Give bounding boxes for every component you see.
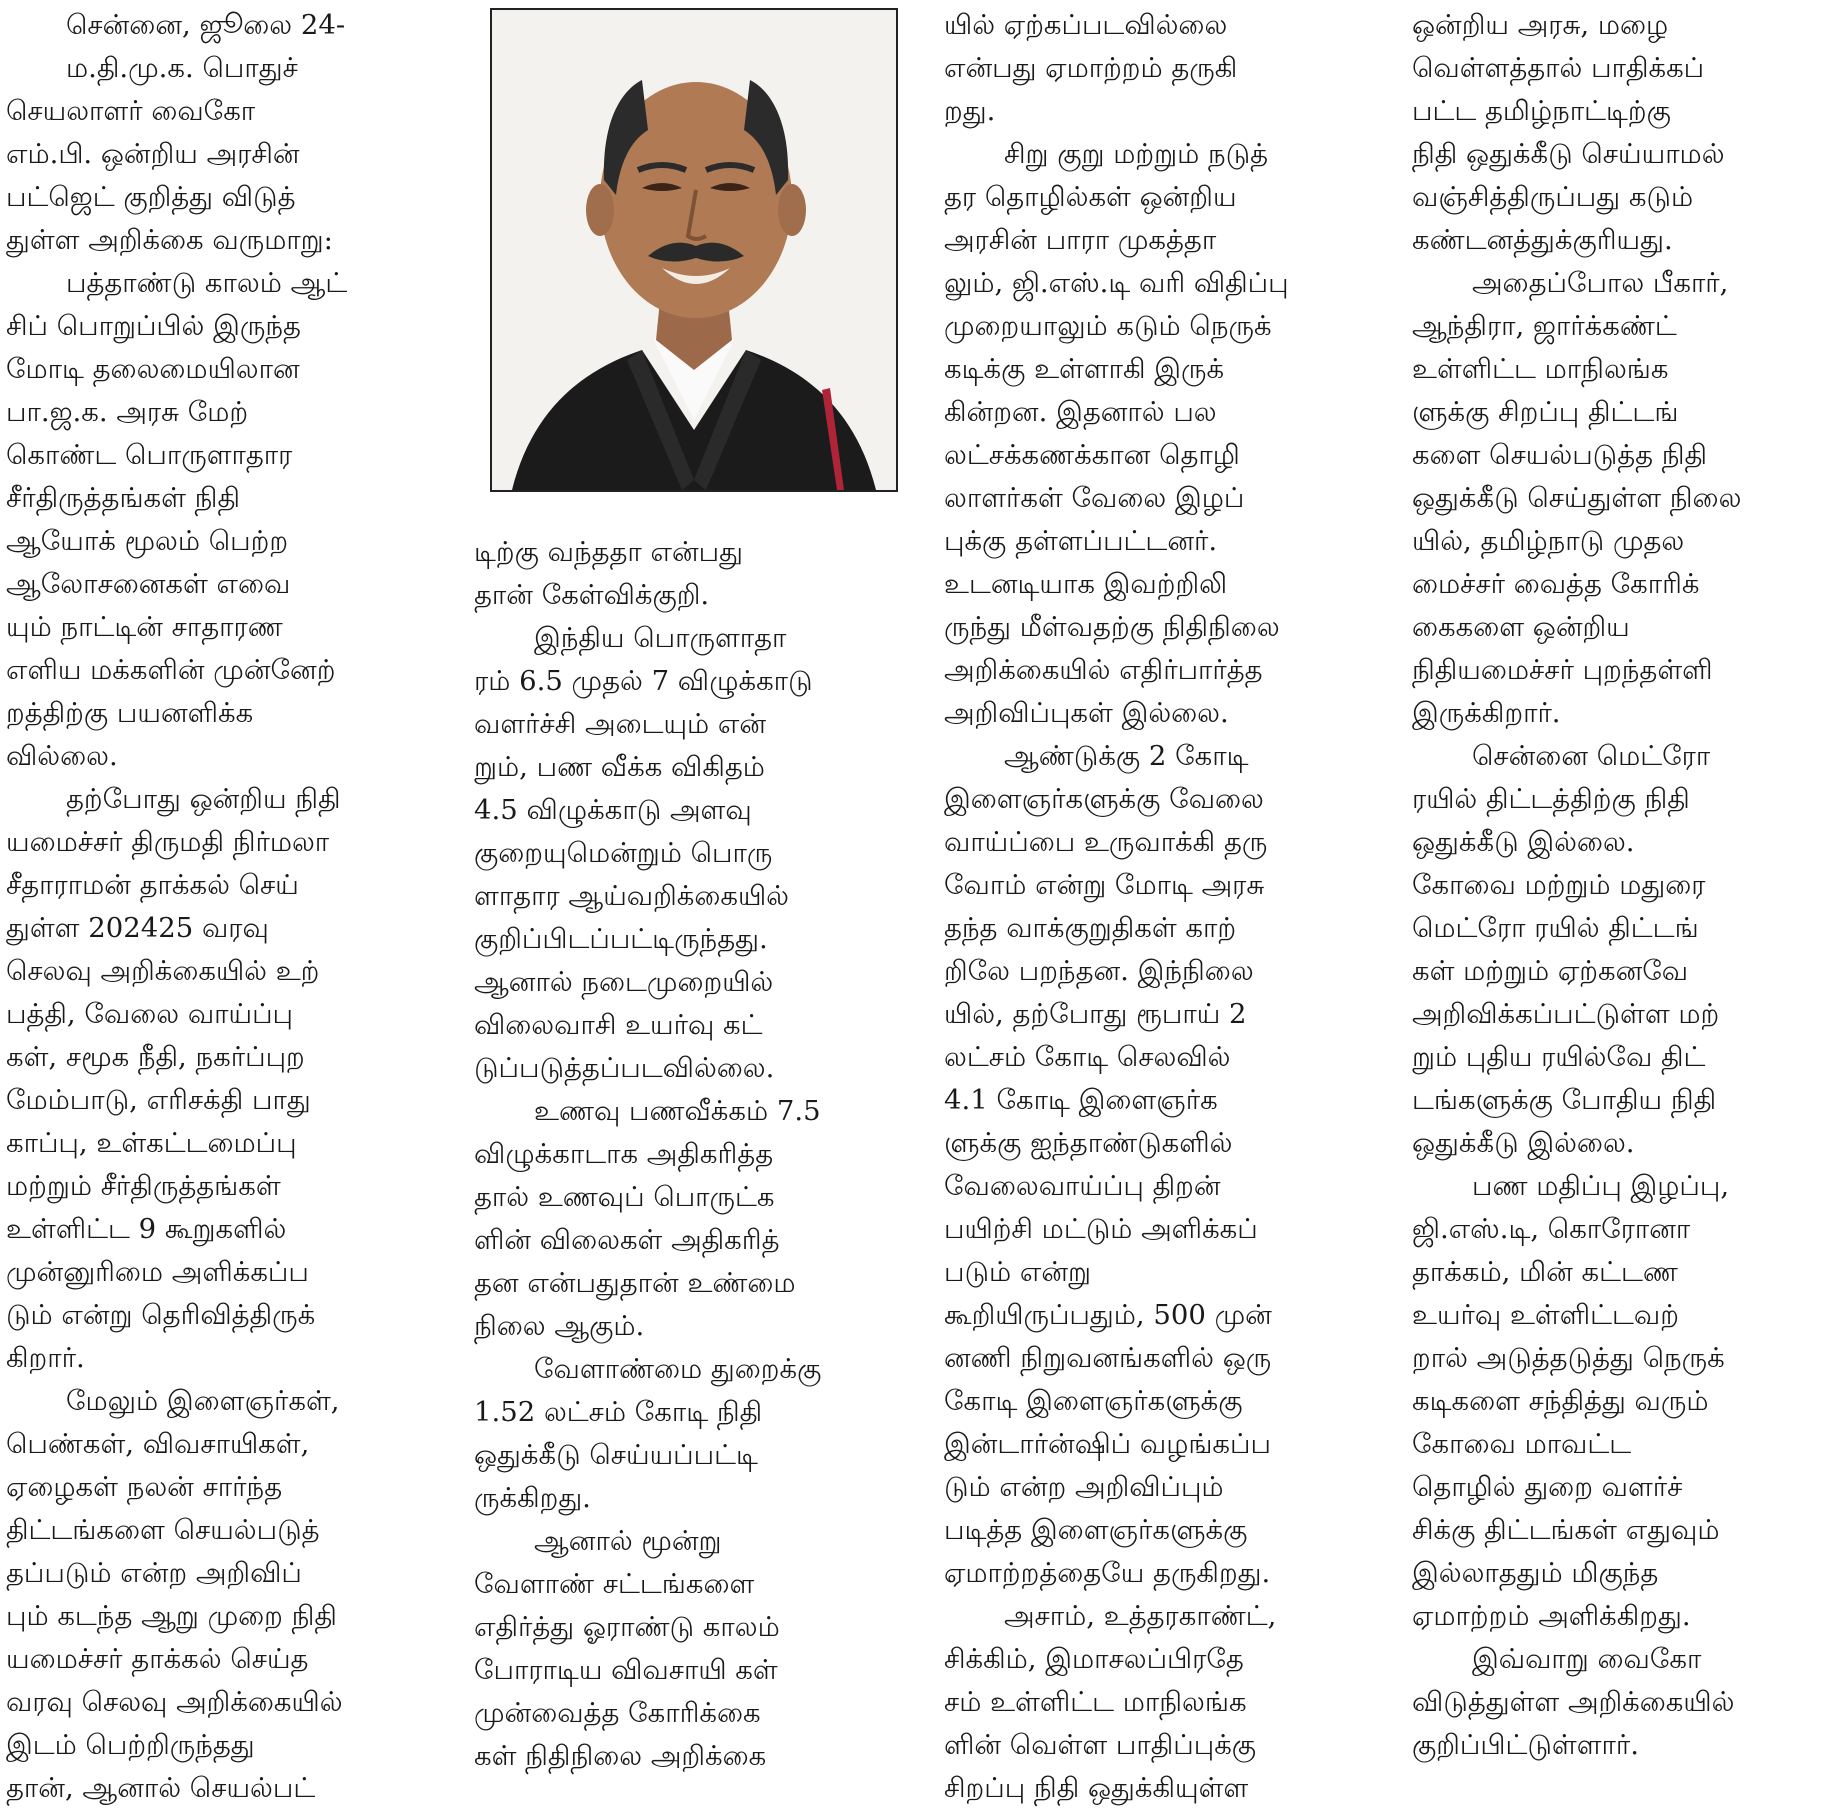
text-line: மோடி தலைமையிலான: [6, 353, 300, 385]
text-line: துள்ள அறிக்கை வருமாறு:: [6, 224, 333, 256]
text-line: ளுக்கு ஐந்தாண்டுகளில்: [944, 1127, 1233, 1159]
article-column-2: [474, 531, 898, 1778]
text-line: உணவு பணவீக்கம் 7.5: [534, 1095, 821, 1127]
text-line: யில் ஏற்கப்படவில்லை: [944, 9, 1228, 41]
text-line: யில், தமிழ்நாடு முதல: [1412, 525, 1685, 557]
text-line: அறிக்கையில் எதிர்பார்த்த: [944, 654, 1263, 686]
text-line: ஒதுக்கீடு செய்துள்ள நிலை: [1412, 482, 1742, 514]
text-line: றத்திற்கு பயனளிக்க: [6, 697, 254, 729]
text-line: லட்சம் கோடி செலவில்: [944, 1041, 1231, 1073]
person-portrait-icon: [492, 10, 896, 490]
text-line: அதைப்போல பீகார்,: [1472, 267, 1729, 299]
text-line: தொழில் துறை வளர்ச்: [1412, 1471, 1683, 1503]
text-line: யில், தற்போது ரூபாய் 2: [944, 998, 1247, 1030]
text-line: தான், ஆனால் செயல்பட்: [6, 1772, 316, 1804]
text-line: டும் என்று தெரிவித்திருக்: [6, 1299, 316, 1331]
text-line: ஆனால் மூன்று: [534, 1525, 722, 1557]
text-line: கொண்ட பொருளாதார: [6, 439, 293, 471]
text-line: இந்திய பொருளாதா: [534, 622, 787, 654]
text-line: பத்தாண்டு காலம் ஆட்: [66, 267, 348, 299]
text-line: கோடி இளைஞர்களுக்கு: [944, 1385, 1243, 1417]
text-line: சீதாராமன் தாக்கல் செய்: [6, 869, 299, 901]
text-line: வாய்ப்பை உருவாக்கி தரு: [944, 826, 1268, 858]
text-line: கடிகளை சந்தித்து வரும்: [1412, 1385, 1709, 1417]
text-line: களை செயல்படுத்த நிதி: [1412, 439, 1708, 471]
text-line: கின்றன. இதனால் பல: [944, 396, 1217, 428]
text-line: போராடிய விவசாயி கள்: [474, 1654, 778, 1686]
text-line: உயர்வு உள்ளிட்டவற்: [1412, 1299, 1679, 1331]
text-line: வேளாண் சட்டங்களை: [474, 1568, 755, 1600]
text-line: தற்போது ஒன்றிய நிதி: [66, 783, 341, 815]
text-line: இருக்கிறார்.: [1412, 697, 1561, 729]
text-line: செயலாளர் வைகோ: [6, 95, 256, 127]
text-line: மெட்ரோ ரயில் திட்டங்: [1412, 912, 1699, 944]
article-column-1: [6, 4, 426, 1810]
text-line: எதிர்த்து ஓராண்டு காலம்: [474, 1611, 780, 1643]
text-line: பெண்கள், விவசாயிகள்,: [6, 1428, 310, 1460]
text-line: தன என்பதுதான் உண்மை: [474, 1267, 796, 1299]
text-line: பயிற்சி மட்டும் அளிக்கப்: [944, 1213, 1258, 1245]
text-line: வேளாண்மை துறைக்கு: [534, 1353, 822, 1385]
text-line: உள்ளிட்ட 9 கூறுகளில்: [6, 1213, 287, 1245]
text-line: ஒதுக்கீடு இல்லை.: [1412, 826, 1635, 858]
text-line: கள், சமூக நீதி, நகர்ப்புற: [6, 1041, 305, 1073]
text-line: அசாம், உத்தரகாண்ட்,: [1004, 1600, 1277, 1632]
text-line: படித்த இளைஞர்களுக்கு: [944, 1514, 1248, 1546]
text-line: கைகளை ஒன்றிய: [1412, 611, 1630, 643]
text-line: குறிப்பிடப்பட்டிருந்தது.: [474, 923, 768, 955]
text-line: றால் அடுத்தடுத்து நெருக்: [1412, 1342, 1725, 1374]
text-line: சிப் பொறுப்பில் இருந்த: [6, 310, 301, 342]
text-line: பா.ஜ.க. அரசு மேற்: [6, 396, 249, 428]
text-line: என்பது ஏமாற்றம் தருகி: [944, 52, 1238, 84]
text-line: கோவை மாவட்ட: [1412, 1428, 1632, 1460]
text-line: சம் உள்ளிட்ட மாநிலங்க: [944, 1686, 1247, 1718]
text-line: ம.தி.மு.க. பொதுச்: [66, 52, 298, 84]
text-line: கூறியிருப்பதும், 500 முன்: [944, 1299, 1272, 1331]
text-line: பும் கடந்த ஆறு முறை நிதி: [6, 1600, 337, 1632]
text-line: ஏமாற்றத்தையே தருகிறது.: [944, 1557, 1271, 1589]
text-line: உடனடியாக இவற்றிலி: [944, 568, 1228, 600]
text-line: ஜி.எஸ்.டி, கொரோனா: [1412, 1213, 1691, 1245]
text-line: செலவு அறிக்கையில் உற்: [6, 955, 320, 987]
text-line: நிலை ஆகும்.: [474, 1310, 645, 1342]
text-line: துள்ள 202425 வரவு: [6, 912, 269, 944]
text-line: தான் கேள்விக்குறி.: [474, 579, 710, 611]
text-line: பட்ட தமிழ்நாட்டிற்கு: [1412, 95, 1671, 127]
text-line: சிக்கிம், இமாசலப்பிரதே: [944, 1643, 1244, 1675]
text-line: இவ்வாறு வைகோ: [1472, 1643, 1702, 1675]
text-line: இளைஞர்களுக்கு வேலை: [944, 783, 1264, 815]
text-line: புக்கு தள்ளப்பட்டனர்.: [944, 525, 1218, 557]
text-line: ஏழைகள் நலன் சார்ந்த: [6, 1471, 283, 1503]
text-line: ஒன்றிய அரசு, மழை: [1412, 9, 1669, 41]
text-line: கிறார்.: [6, 1342, 85, 1374]
text-line: கடிக்கு உள்ளாகி இருக்: [944, 353, 1225, 385]
text-line: அறிவிப்புகள் இல்லை.: [944, 697, 1229, 729]
text-line: சிறு குறு மற்றும் நடுத்: [1004, 138, 1269, 170]
text-line: 4.5 விழுக்காடு அளவு: [474, 794, 752, 826]
text-line: வஞ்சித்திருப்பது கடும்: [1412, 181, 1694, 213]
text-line: ளுக்கு சிறப்பு திட்டங்: [1412, 396, 1679, 428]
text-line: டங்களுக்கு போதிய நிதி: [1412, 1084, 1717, 1116]
text-line: விடுத்துள்ள அறிக்கையில்: [1412, 1686, 1735, 1718]
text-line: விலைவாசி உயர்வு கட்: [474, 1009, 763, 1041]
text-line: கள் நிதிநிலை அறிக்கை: [474, 1740, 767, 1772]
text-line: சீர்திருத்தங்கள் நிதி: [6, 482, 240, 514]
text-line: தர தொழில்கள் ஒன்றிய: [944, 181, 1237, 213]
article-column-4: [1412, 4, 1832, 1767]
text-line: தப்படும் என்ற அறிவிப்: [6, 1557, 302, 1589]
text-line: குறிப்பிட்டுள்ளார்.: [1412, 1729, 1640, 1761]
text-line: டிற்கு வந்ததா என்பது: [474, 536, 743, 568]
text-line: இல்லாததும் மிகுந்த: [1412, 1557, 1659, 1589]
text-line: திட்டங்களை செயல்படுத்: [6, 1514, 320, 1546]
text-line: ளின் விலைகள் அதிகரித்: [474, 1224, 780, 1256]
text-line: நிதி ஒதுக்கீடு செய்யாமல்: [1412, 138, 1725, 170]
text-line: தந்த வாக்குறுதிகள் காற்: [944, 912, 1237, 944]
text-line: பத்தி, வேலை வாய்ப்பு: [6, 998, 294, 1030]
text-line: எம்.பி. ஒன்றிய அரசின்: [6, 138, 300, 170]
text-line: ஒதுக்கீடு செய்யப்பட்டி: [474, 1439, 758, 1471]
text-line: சிறப்பு நிதி ஒதுக்கியுள்ள: [944, 1772, 1249, 1804]
text-line: முன்வைத்த கோரிக்கை: [474, 1697, 761, 1729]
text-line: லாளர்கள் வேலை இழப்: [944, 482, 1245, 514]
text-line: லும், ஜி.எஸ்.டி வரி விதிப்பு: [944, 267, 1289, 299]
text-line: ஆண்டுக்கு 2 கோடி: [1004, 740, 1249, 772]
text-line: ஒதுக்கீடு இல்லை.: [1412, 1127, 1635, 1159]
text-line: மைச்சர் வைத்த கோரிக்: [1412, 568, 1700, 600]
text-line: வரவு செலவு அறிக்கையில்: [6, 1686, 343, 1718]
text-line: அறிவிக்கப்பட்டுள்ள மற்: [1412, 998, 1720, 1030]
text-line: 4.1 கோடி இளைஞர்க: [944, 1084, 1218, 1116]
text-line: ரயில் திட்டத்திற்கு நிதி: [1412, 783, 1690, 815]
text-line: உள்ளிட்ட மாநிலங்க: [1412, 353, 1669, 385]
text-line: டுப்படுத்தப்படவில்லை.: [474, 1052, 775, 1084]
text-line: றும், பண வீக்க விகிதம்: [474, 751, 765, 783]
text-line: படும் என்று: [944, 1256, 1091, 1288]
text-line: வோம் என்று மோடி அரசு: [944, 869, 1265, 901]
text-line: ஆந்திரா, ஜார்க்கண்ட்: [1412, 310, 1677, 342]
text-line: ஆனால் நடைமுறையில்: [474, 966, 774, 998]
text-line: யும் நாட்டின் சாதாரண: [6, 611, 283, 643]
article-column-3: [944, 4, 1368, 1810]
text-line: ருக்கிறது.: [474, 1482, 591, 1514]
text-line: கண்டனத்துக்குரியது.: [1412, 224, 1673, 256]
text-line: அரசின் பாரா முகத்தா: [944, 224, 1217, 256]
text-line: 1.52 லட்சம் கோடி நிதி: [474, 1396, 763, 1428]
text-line: ஏமாற்றம் அளிக்கிறது.: [1412, 1600, 1691, 1632]
text-line: டும் என்ற அறிவிப்பும்: [944, 1471, 1224, 1503]
text-line: சிக்கு திட்டங்கள் எதுவும்: [1412, 1514, 1720, 1546]
text-line: காப்பு, உள்கட்டமைப்பு: [6, 1127, 297, 1159]
text-line: ரம் 6.5 முதல் 7 விழுக்காடு: [474, 665, 813, 697]
text-line: சென்னை மெட்ரோ: [1472, 740, 1711, 772]
portrait-photo: [490, 8, 898, 492]
text-line: றிலே பறந்தன. இந்நிலை: [944, 955, 1254, 987]
text-line: பட்ஜெட் குறித்து விடுத்: [6, 181, 296, 213]
text-line: லட்சக்கணக்கான தொழி: [944, 439, 1240, 471]
text-line: முறையாலும் கடும் நெருக்: [944, 310, 1272, 342]
text-line: மற்றும் சீர்திருத்தங்கள்: [6, 1170, 281, 1202]
text-line: ஆலோசனைகள் எவை: [6, 568, 291, 600]
text-line: ருந்து மீள்வதற்கு நிதிநிலை: [944, 611, 1280, 643]
text-line: தாக்கம், மின் கட்டண: [1412, 1256, 1678, 1288]
text-line: வளர்ச்சி அடையும் என்: [474, 708, 767, 740]
text-line: பண மதிப்பு இழப்பு,: [1472, 1170, 1730, 1202]
text-line: மேம்பாடு, எரிசக்தி பாது: [6, 1084, 311, 1116]
text-line: எளிய மக்களின் முன்னேற்: [6, 654, 336, 686]
text-line: யமைச்சர் தாக்கல் செய்த: [6, 1643, 309, 1675]
text-line: மேலும் இளைஞர்கள்,: [66, 1385, 340, 1417]
text-line: சென்னை, ஜூலை 24-: [66, 9, 346, 41]
text-line: யமைச்சர் திருமதி நிர்மலா: [6, 826, 330, 858]
text-line: தால் உணவுப் பொருட்க: [474, 1181, 775, 1213]
text-line: கள் மற்றும் ஏற்கனவே: [1412, 955, 1689, 987]
text-line: இன்டார்ன்ஷிப் வழங்கப்ப: [944, 1428, 1271, 1460]
text-line: ளாதார ஆய்வறிக்கையில்: [474, 880, 790, 912]
text-line: னணி நிறுவனங்களில் ஒரு: [944, 1342, 1272, 1374]
text-line: முன்னுரிமை அளிக்கப்ப: [6, 1256, 309, 1288]
text-line: வெள்ளத்தால் பாதிக்கப்: [1412, 52, 1705, 84]
text-line: கோவை மற்றும் மதுரை: [1412, 869, 1706, 901]
text-line: இடம் பெற்றிருந்தது: [6, 1729, 255, 1761]
text-line: குறையுமென்றும் பொரு: [474, 837, 773, 869]
text-line: றது.: [944, 95, 996, 127]
text-line: நிதியமைச்சர் புறந்தள்ளி: [1412, 654, 1713, 686]
text-line: விழுக்காடாக அதிகரித்த: [474, 1138, 774, 1170]
text-line: றும் புதிய ரயில்வே திட்: [1412, 1041, 1706, 1073]
text-line: ளின் வெள்ள பாதிப்புக்கு: [944, 1729, 1257, 1761]
text-line: வேலைவாய்ப்பு திறன்: [944, 1170, 1221, 1202]
text-line: வில்லை.: [6, 740, 118, 772]
text-line: ஆயோக் மூலம் பெற்ற: [6, 525, 289, 557]
